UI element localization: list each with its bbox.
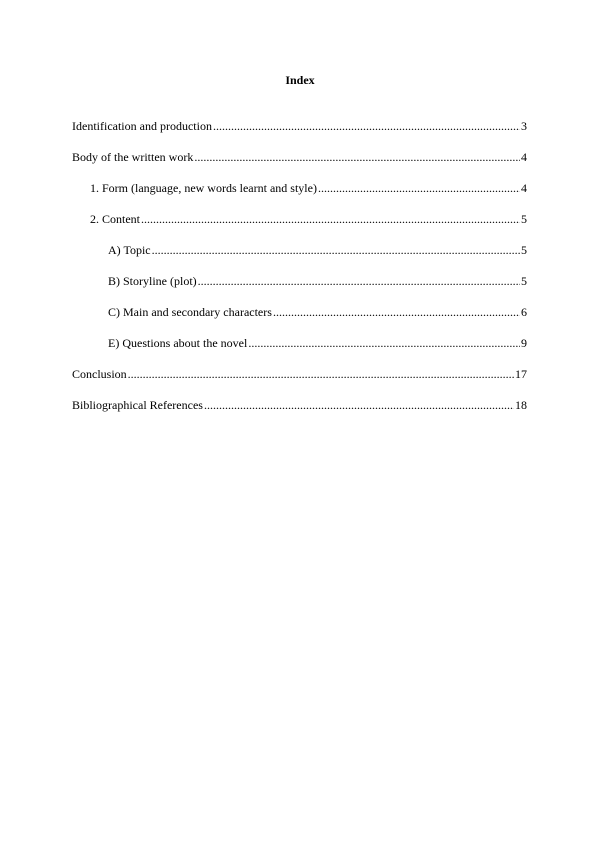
toc-entry-label: B) Storyline (plot) — [108, 274, 197, 288]
toc-entry — [72, 118, 527, 149]
toc-dot-leader — [248, 335, 520, 351]
toc-entry-label: Body of the written work — [72, 150, 194, 164]
toc-entry — [72, 180, 527, 211]
table-of-contents — [72, 118, 527, 428]
toc-dot-leader — [273, 304, 520, 320]
toc-entry — [72, 335, 527, 366]
toc-entry-label: C) Main and secondary characters — [108, 305, 272, 319]
toc-dot-leader — [152, 242, 520, 258]
toc-dot-leader — [194, 149, 520, 165]
toc-entry-label: Conclusion — [72, 367, 127, 381]
toc-entry-page: 18 — [515, 398, 527, 412]
toc-entry-page: 4 — [521, 181, 527, 195]
toc-entry — [72, 366, 527, 397]
toc-dot-leader — [198, 273, 520, 289]
toc-entry-label: E) Questions about the novel — [108, 336, 248, 350]
index-title: Index — [285, 73, 315, 87]
toc-entry-label: 1. Form (language, new words learnt and style) — [90, 181, 317, 195]
toc-entry-page: 5 — [521, 243, 527, 257]
toc-entry — [72, 149, 527, 180]
toc-dot-leader — [318, 180, 520, 196]
toc-entry-page: 4 — [521, 150, 527, 164]
toc-entry-label: A) Topic — [108, 243, 151, 257]
toc-entry — [72, 273, 527, 304]
toc-entry-label: Identification and production — [72, 119, 212, 133]
toc-entry-page: 5 — [521, 212, 527, 226]
toc-entry — [72, 211, 527, 242]
toc-dot-leader — [141, 211, 520, 227]
toc-entry-label: 2. Content — [90, 212, 140, 226]
toc-dot-leader — [213, 118, 520, 134]
toc-dot-leader — [204, 397, 514, 413]
toc-entry-label: Bibliographical References — [72, 398, 203, 412]
toc-entry-page: 9 — [521, 336, 527, 350]
toc-entry — [72, 304, 527, 335]
toc-entry-page: 3 — [521, 119, 527, 133]
toc-entry — [72, 397, 527, 428]
toc-entry-page: 17 — [515, 367, 527, 381]
toc-entry-page: 5 — [521, 274, 527, 288]
toc-entry — [72, 242, 527, 273]
toc-entry-page: 6 — [521, 305, 527, 319]
toc-dot-leader — [128, 366, 514, 382]
